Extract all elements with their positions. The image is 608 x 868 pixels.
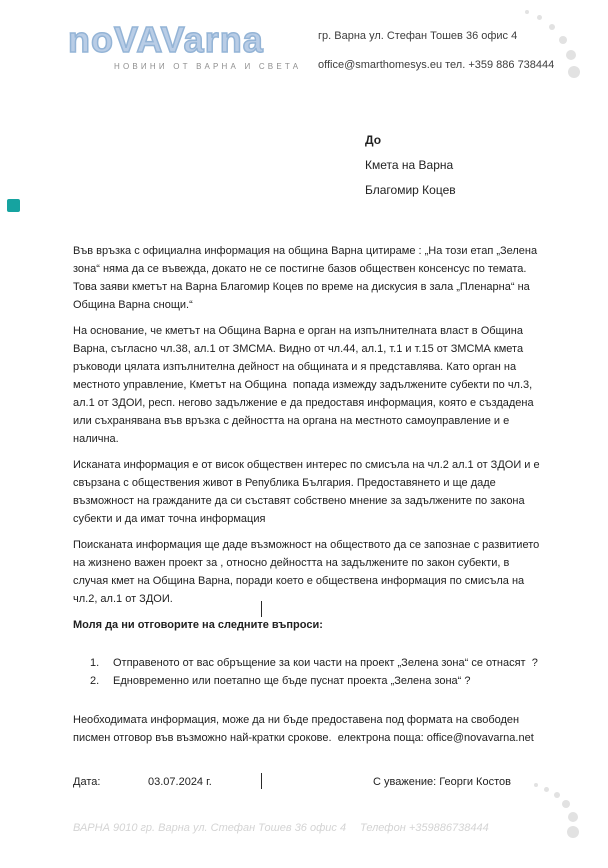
signature-text: С уважение: Георги Костов [373, 776, 511, 788]
dot-icon [537, 15, 542, 20]
closing-paragraph: Необходимата информация, може да ни бъде предоставена под формата на свободен писмен отговор във възможно най-кратки срокове. електрона поща: office@novavarna.net [73, 714, 534, 744]
header-contact-block [318, 30, 554, 71]
questions-prompt: Моля да ни отговорите на следните въпроси: [73, 619, 323, 631]
footer-phone: Телефон +359886738444 [360, 822, 489, 834]
dot-icon [566, 50, 576, 60]
letter-body [73, 242, 544, 791]
company-logo [68, 19, 302, 71]
list-item [73, 672, 544, 690]
paragraph: Исканата информация е от висок обществен интерес по смисъла на чл.2 ал.1 от ЗДОИ и е свързана с обществения живот в Република България. Предоставянето и ще даде възможност на гражданите да си съставят собствено мнение за задължените по закона субекти и да имат точна информация [73, 459, 543, 525]
date-label: Дата: [73, 776, 101, 788]
list-item [73, 654, 544, 672]
paragraph: Поисканата информация ще даде възможност на обществото да се запознае с развитието на жизнено важен проект за , относно дейността на задължените по закон субекти, в случая кмет на Община Варна, поради което е обществена информация по смисъла на чл.2, ал.1 от ЗДОИ. [73, 539, 543, 605]
logo-wordmark: noVAVarna [68, 19, 264, 60]
dot-icon [525, 10, 529, 14]
recipient-block [365, 128, 456, 203]
date-value: 03.07.2024 г. [148, 776, 212, 788]
footer-address: ВАРНА 9010 гр. Варна ул. Стефан Тошев 36 офис 4 [73, 822, 347, 834]
page-footer [73, 822, 573, 840]
text-cursor [261, 773, 262, 789]
dot-icon [568, 66, 580, 78]
recipient-salutation: До [365, 133, 382, 147]
teal-marker [7, 199, 20, 212]
paragraph: Във връзка с официална информация на община Варна цитираме : „На този етап „Зелена зона“ няма да се въвежда, докато не се постигне базов обществен консенсус по темата. Това заяви кметът на Варна Благомир Коцев по време на дискусия в зала „Пленарна“ на Община Варна снощи.“ [73, 245, 541, 311]
dot-icon [544, 787, 549, 792]
dot-icon [554, 792, 560, 798]
dot-icon [559, 36, 567, 44]
header-contact: office@smarthomesys.eu тел. +359 886 738444 [318, 59, 555, 71]
list-item-text: Отправеното от вас обръщение за кои части на проект „Зелена зона“ се отнасят ? [113, 657, 538, 669]
logo-tagline: НОВИНИ ОТ ВАРНА И СВЕТА [114, 62, 302, 71]
list-item-number: 2. [90, 675, 100, 687]
header-address: гр. Варна ул. Стефан Тошев 36 офис 4 [318, 30, 518, 42]
list-item-text: Едновременно или поетапно ще бъде пуснат проекта „Зелена зона“ ? [113, 675, 471, 687]
paragraph: На основание, че кметът на Община Варна е орган на изпълнителната власт в Община Варна, съгласно чл.38, ал.1 от ЗМСМА. Видно от чл.44, ал.1, т.1 и т.15 от ЗМСМА кмета ръководи цялата изпълнителна дейност на общината и я представлява. Като орган на местното управление, Кметът на Община попада измежду задължените субекти по чл.3, ал.1 от ЗДОИ, респ. негово задължение е да предоставя информация, която е създадена или съхранявана във връзка с дейността на органа на местното самоуправление и е налична. [73, 325, 537, 445]
dot-icon [562, 800, 570, 808]
recipient-title: Кмета на Варна [365, 158, 454, 172]
list-item-number: 1. [90, 657, 100, 669]
recipient-name: Благомир Коцев [365, 183, 456, 197]
questions-list [73, 654, 544, 690]
dot-icon [568, 812, 578, 822]
signoff-row [73, 773, 544, 791]
